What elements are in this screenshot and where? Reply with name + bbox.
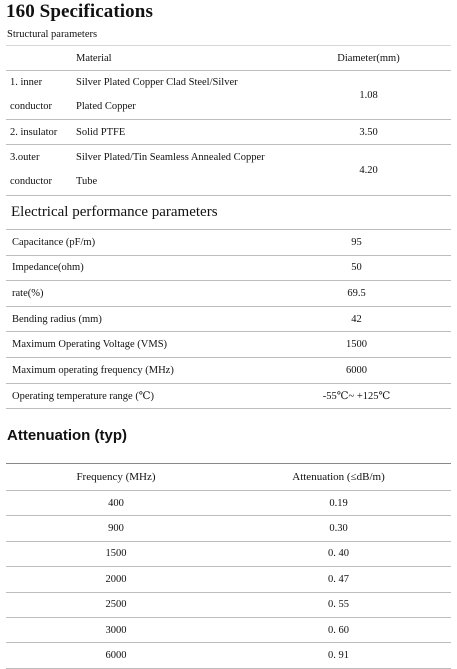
table-row xyxy=(6,281,451,307)
header-diameter: Diameter(mm) xyxy=(286,46,451,71)
header-frequency: Frequency (MHz) xyxy=(6,464,226,491)
electrical-heading: Electrical performance parameters xyxy=(11,204,218,220)
attenuation-cell: 0. 40 xyxy=(226,541,451,566)
table-row xyxy=(6,383,451,409)
param-name: Maximum Operating Voltage (VMS) xyxy=(6,332,262,358)
material-word: Clad xyxy=(166,77,186,88)
table-row xyxy=(6,120,451,145)
param-value: 1500 xyxy=(262,332,451,358)
attenuation-cell: 0.30 xyxy=(226,516,451,541)
table-row xyxy=(6,541,451,566)
attenuation-cell: 0. 91 xyxy=(226,643,451,668)
frequency-cell: 2500 xyxy=(6,592,226,617)
part-number: 1. xyxy=(10,77,18,88)
part-cell: 2. insulator xyxy=(6,120,68,145)
material-word: Copper xyxy=(132,77,164,88)
param-value: 6000 xyxy=(262,357,451,383)
attenuation-table xyxy=(6,463,451,669)
frequency-cell: 900 xyxy=(6,516,226,541)
table-row xyxy=(6,643,451,668)
param-value: 69.5 xyxy=(262,281,451,307)
param-value: 42 xyxy=(262,306,451,332)
param-value: 50 xyxy=(262,255,451,281)
material-word: Steel/Silver xyxy=(188,77,238,88)
param-value: -55℃~ +125℃ xyxy=(262,383,451,409)
param-name: Impedance(ohm) xyxy=(6,255,262,281)
frequency-cell: 1500 xyxy=(6,541,226,566)
material-word: Plated xyxy=(103,77,130,88)
table-row xyxy=(6,306,451,332)
attenuation-cell: 0. 47 xyxy=(226,567,451,592)
part-line: 3.outer xyxy=(10,152,40,163)
frequency-cell: 6000 xyxy=(6,643,226,668)
frequency-cell: 400 xyxy=(6,491,226,516)
table-row xyxy=(6,357,451,383)
table-row xyxy=(6,617,451,642)
part-word: conductor xyxy=(10,101,52,112)
header-material: Material xyxy=(68,46,286,71)
attenuation-cell: 0. 55 xyxy=(226,592,451,617)
table-row xyxy=(6,332,451,358)
param-name: rate(%) xyxy=(6,281,262,307)
param-name: Capacitance (pF/m) xyxy=(6,230,262,256)
table-row xyxy=(6,255,451,281)
attenuation-cell: 0.19 xyxy=(226,491,451,516)
frequency-cell: 3000 xyxy=(6,617,226,642)
page-title: 160 Specifications xyxy=(6,1,153,22)
table-row xyxy=(6,516,451,541)
param-name: Operating temperature range (℃) xyxy=(6,383,262,409)
header-part xyxy=(6,46,68,71)
table-row xyxy=(6,592,451,617)
table-row xyxy=(6,230,451,256)
material-word: Silver xyxy=(76,77,102,88)
diameter-cell: 4.20 xyxy=(286,145,451,196)
material-line: Tube xyxy=(76,176,98,187)
material-line: Silver Plated/Tin Seamless Annealed Copper xyxy=(76,152,265,163)
material-cell xyxy=(68,145,286,196)
part-cell xyxy=(6,71,68,120)
table-row xyxy=(6,71,451,120)
attenuation-cell: 0. 60 xyxy=(226,617,451,642)
material-line: Plated Copper xyxy=(76,101,136,112)
param-name: Bending radius (mm) xyxy=(6,306,262,332)
table-row xyxy=(6,145,451,196)
structural-table xyxy=(6,45,451,196)
frequency-cell: 2000 xyxy=(6,567,226,592)
table-row xyxy=(6,491,451,516)
diameter-cell: 3.50 xyxy=(286,120,451,145)
table-row xyxy=(6,567,451,592)
header-attenuation: Attenuation (≤dB/m) xyxy=(226,464,451,491)
param-name: Maximum operating frequency (MHz) xyxy=(6,357,262,383)
diameter-cell: 1.08 xyxy=(286,71,451,120)
material-cell: Solid PTFE xyxy=(68,120,286,145)
part-line: conductor xyxy=(10,176,52,187)
material-cell xyxy=(68,71,286,120)
attenuation-header-row xyxy=(6,464,451,491)
structural-subtitle: Structural parameters xyxy=(7,29,98,40)
attenuation-heading: Attenuation (typ) xyxy=(7,427,127,444)
electrical-table xyxy=(6,229,451,409)
part-word: inner xyxy=(20,77,43,88)
structural-header-row xyxy=(6,46,451,71)
part-cell xyxy=(6,145,68,196)
param-value: 95 xyxy=(262,230,451,256)
